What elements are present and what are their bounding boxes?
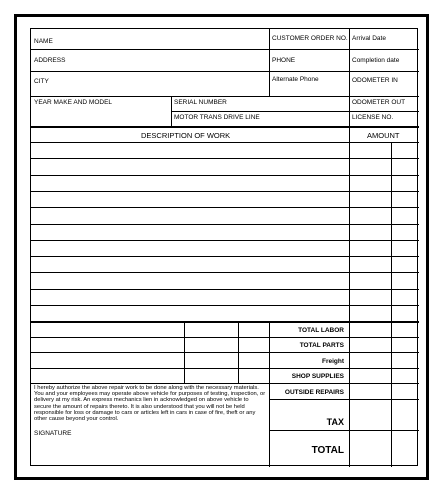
tax-label: TAX (326, 417, 344, 427)
work-line[interactable] (31, 289, 419, 290)
work-line[interactable] (31, 240, 419, 241)
column-divider (269, 29, 270, 96)
total-label: TOTAL (311, 445, 344, 456)
work-line[interactable] (31, 207, 419, 208)
arrival-date-label: Arrival Date (352, 35, 386, 42)
alternate-phone-label: Alternate Phone (272, 76, 319, 83)
totals-row-divider (31, 368, 419, 369)
outside-repairs-label: OUTSIDE REPAIRS (284, 389, 344, 396)
shop-supplies-label: SHOP SUPPLIES (291, 373, 344, 380)
column-divider (349, 29, 350, 126)
totals-row-divider (31, 383, 419, 384)
authorization-text: I hereby authorize the above repair work to be done along with the necessary materials. You and your employees may operate above vehicle for purposes of testing, inspection, or delivery at my risk. An express mechanics lien in acknowledged on above vehicle to secure the amount of repairs thereto. It is also understood that you will not be held responsible for loss or damage to cars or articles left in cars in case of fire, theft or any other cause beyond your control. (34, 385, 266, 423)
work-line[interactable] (31, 175, 419, 176)
city-label: CITY (34, 78, 49, 85)
row-divider (31, 96, 419, 97)
work-line[interactable] (31, 305, 419, 306)
work-line[interactable] (31, 272, 419, 273)
work-line[interactable] (31, 191, 419, 192)
name-label: NAME (34, 38, 53, 45)
repair-order-form (30, 28, 418, 466)
section-divider (31, 321, 419, 323)
work-line[interactable] (31, 158, 419, 159)
year-make-model-label: YEAR MAKE AND MODEL (34, 99, 113, 106)
totals-row-divider (269, 399, 419, 400)
totals-column-divider (269, 321, 270, 467)
serial-number-label: SERIAL NUMBER (174, 99, 227, 106)
totals-row-divider (31, 337, 419, 338)
amount-header: AMOUNT (367, 131, 400, 140)
customer-order-no-label: CUSTOMER ORDER NO. (272, 35, 348, 42)
row-divider (31, 71, 419, 72)
motor-trans-drive-line-label: MOTOR TRANS DRIVE LINE (174, 114, 260, 121)
freight-label: Freight (321, 358, 344, 365)
odometer-out-label: ODOMETER OUT (352, 99, 406, 106)
phone-label: PHONE (272, 57, 296, 64)
totals-row-divider (31, 352, 419, 353)
total-parts-label: TOTAL PARTS (299, 342, 344, 349)
section-divider (31, 126, 419, 128)
row-divider (171, 111, 419, 112)
name-field[interactable] (34, 49, 268, 70)
license-no-label: LICENSE NO. (352, 114, 394, 121)
odometer-in-label: ODOMETER IN (352, 77, 398, 84)
description-of-work-header: DESCRIPTION OF WORK (141, 131, 231, 140)
address-label: ADDRESS (34, 57, 66, 64)
work-line[interactable] (31, 256, 419, 257)
totals-row-divider (269, 430, 419, 431)
work-line[interactable] (31, 224, 419, 225)
signature-field[interactable] (34, 437, 266, 465)
signature-label: SIGNATURE (34, 430, 72, 437)
completion-date-label: Completion date (352, 57, 400, 64)
total-labor-label: TOTAL LABOR (298, 327, 344, 334)
column-divider (171, 96, 172, 126)
table-header-divider (31, 142, 419, 143)
amount-column-divider (349, 126, 350, 467)
